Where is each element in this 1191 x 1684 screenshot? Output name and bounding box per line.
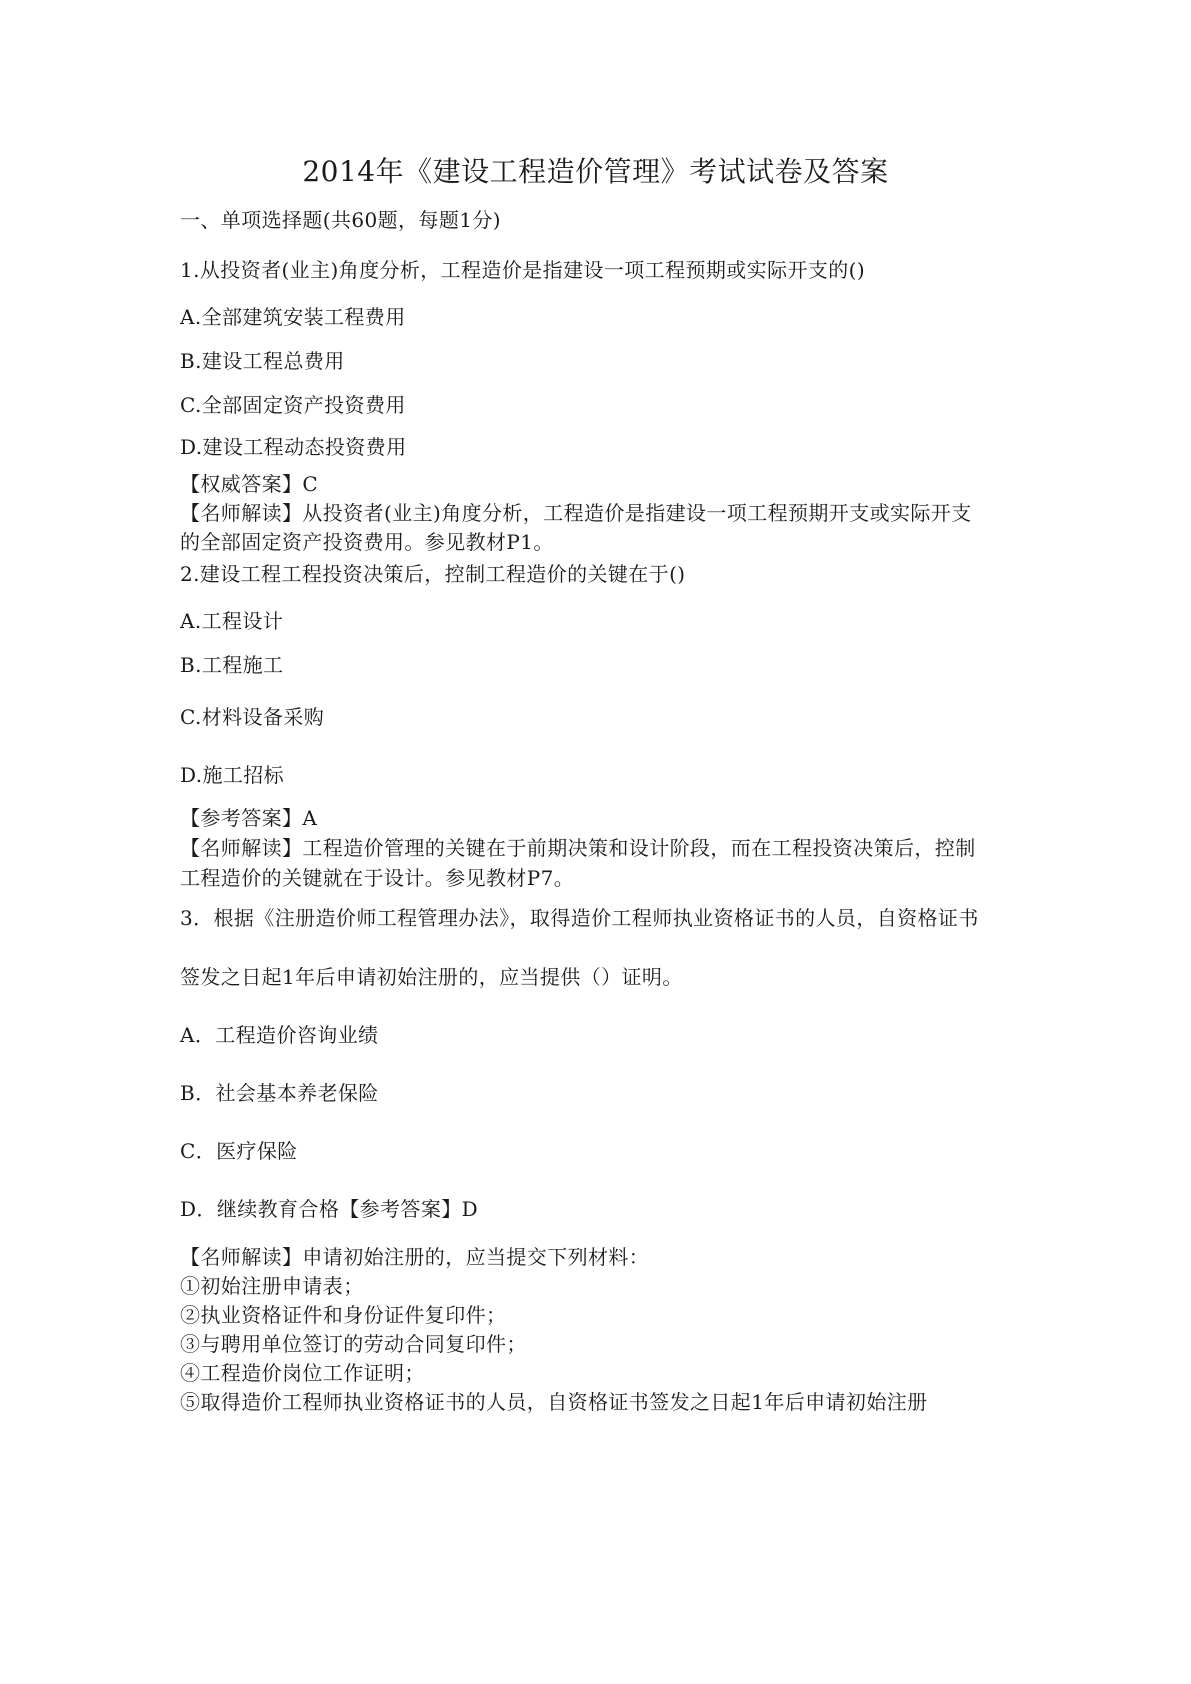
question-2-option-b: B.工程施工 [180,653,284,677]
question-1-option-c: C.全部固定资产投资费用 [180,393,406,417]
question-3-option-b: B．社会基本养老保险 [180,1081,379,1105]
question-2-stem: 2.建设工程工程投资决策后，控制工程造价的关键在于() [180,562,686,586]
question-1-option-a: A.全部建筑安装工程费用 [180,305,406,329]
question-3-explanation-line-5: ④工程造价岗位工作证明； [180,1361,425,1385]
question-3-stem-line-1: 3．根据《注册造价师工程管理办法》，取得造价工程师执业资格证书的人员，自资格证书 [180,906,979,930]
question-2-option-a: A.工程设计 [180,609,284,633]
question-1-option-b: B.建设工程总费用 [180,349,345,373]
question-2-explanation-line-1: 【名师解读】工程造价管理的关键在于前期决策和设计阶段，而在工程投资决策后，控制 [180,836,976,860]
question-3-explanation-line-2: ①初始注册申请表； [180,1274,364,1298]
question-1-stem: 1.从投资者(业主)角度分析，工程造价是指建设一项工程预期或实际开支的() [180,258,866,282]
question-3-option-d-with-answer: D．继续教育合格【参考答案】D [180,1197,479,1221]
question-1-explanation-line-2: 的全部固定资产投资费用。参见教材P1。 [180,530,554,554]
question-3-stem-line-2: 签发之日起1年后申请初始注册的，应当提供（）证明。 [180,965,683,989]
question-3-option-a: A．工程造价咨询业绩 [180,1023,379,1047]
question-1-explanation-line-1: 【名师解读】从投资者(业主)角度分析，工程造价是指建设一项工程预期开支或实际开支 [180,501,972,525]
question-3-explanation-line-1: 【名师解读】申请初始注册的，应当提交下列材料： [180,1245,650,1269]
document-title: 2014年《建设工程造价管理》考试试卷及答案 [302,155,889,188]
question-2-option-d: D.施工招标 [180,763,285,787]
question-3-option-c: C．医疗保险 [180,1139,298,1163]
question-3-explanation-line-3: ②执业资格证件和身份证件复印件； [180,1303,507,1327]
section-heading: 一、单项选择题(共60题，每题1分) [180,208,501,232]
question-2-explanation-line-2: 工程造价的关键就在于设计。参见教材P7。 [180,866,575,890]
question-2-answer: 【参考答案】A [180,806,318,830]
question-1-option-d: D.建设工程动态投资费用 [180,435,407,459]
question-3-explanation-line-6: ⑤取得造价工程师执业资格证书的人员，自资格证书签发之日起1年后申请初始注册 [180,1390,928,1414]
question-1-answer: 【权威答案】C [180,472,319,496]
question-3-explanation-line-4: ③与聘用单位签订的劳动合同复印件； [180,1332,527,1356]
question-2-option-c: C.材料设备采购 [180,705,325,729]
